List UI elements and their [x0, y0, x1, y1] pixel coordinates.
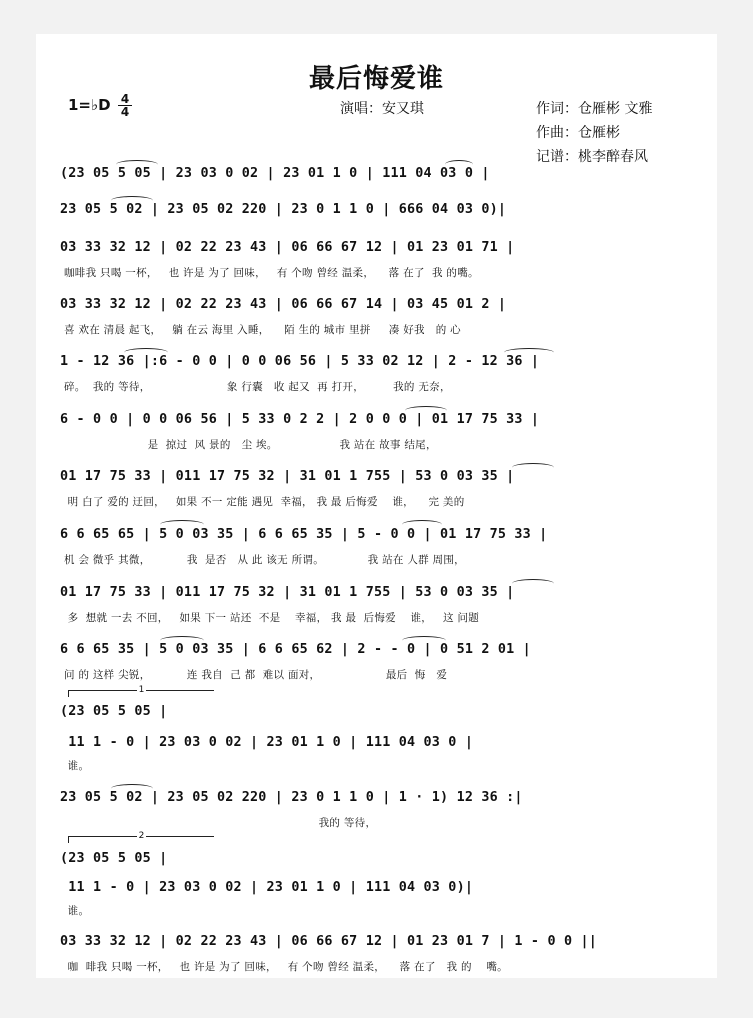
notation-row-7: 01 17 75 33 | 011 17 75 32 | 31 01 1 755 | 53 0 03 35 | [60, 469, 515, 484]
notation-row-12: 11 1 - 0 | 23 03 0 02 | 23 01 1 0 | 111 04 03 0 | [60, 735, 474, 750]
lyricist-credit: 作词：仓雁彬 文雅 [536, 101, 653, 117]
volta-bracket-1 [68, 685, 214, 697]
lyric-row-9: 多 想就 一去 不回， 如果 下一 站还 不是 幸福， 我 最 后悔爱 谁， 这 问题 [64, 612, 480, 624]
slur-mark [405, 406, 447, 415]
slur-mark [124, 348, 168, 357]
volta-number-1: 1 [138, 685, 145, 695]
song-title: 最后悔爱谁 [308, 64, 444, 94]
slur-mark [504, 348, 554, 357]
volta-bracket-2 [68, 831, 214, 843]
lyric-row-15: 谁。 [64, 905, 90, 917]
composer-credit: 作曲：仓雁彬 [536, 125, 620, 141]
notation-row-13: 23 05 5 02 | 23 05 02 220 | 23 0 1 1 0 | 1 · 1) 12 36 :| [60, 790, 523, 805]
volta-number-2: 2 [138, 831, 145, 841]
time-signature [118, 93, 132, 118]
lyric-row-3: 咖啡我 只喝 一杯， 也 许是 为了 回味， 有 个吻 曾经 温柔， 落 在了 我 的嘴。 [64, 267, 479, 279]
notation-row-15: 11 1 - 0 | 23 03 0 02 | 23 01 1 0 | 111 04 03 0)| [60, 880, 474, 895]
transcriber-credit: 记谱：桃李醉春风 [536, 149, 648, 165]
slur-mark [445, 160, 473, 169]
notation-row-14: (23 05 5 05 | [60, 851, 168, 866]
notation-row-11: (23 05 5 05 | [60, 704, 168, 719]
lyric-row-7: 明 白了 爱的 迂回， 如果 不一 定能 遇见 幸福， 我 最 后悔爱 谁， 完 美的 [64, 496, 465, 508]
slur-mark [111, 784, 153, 793]
slur-mark [160, 636, 204, 645]
lyric-row-6: 是 掠过 风 景的 尘 埃。 我 站在 故事 结尾， [64, 439, 437, 451]
notation-row-1: (23 05 5 05 | 23 03 0 02 | 23 01 1 0 | 111 04 03 0 | [60, 166, 490, 181]
slur-mark [116, 160, 158, 169]
lyric-row-5: 碎。 我的 等待， 象 行囊 收 起又 再 打开， 我的 无奈， [64, 381, 451, 393]
slur-mark [402, 520, 442, 529]
lyric-row-12: 谁。 [64, 760, 90, 772]
lyric-row-16: 咖 啡我 只喝 一杯， 也 许是 为了 回味， 有 个吻 曾经 温柔， 落 在了 我 的 嘴。 [64, 961, 508, 973]
notation-row-3: 03 33 32 12 | 02 22 23 43 | 06 66 67 12 | 01 23 01 71 | [60, 240, 515, 255]
slur-mark [512, 579, 554, 588]
notation-row-4: 03 33 32 12 | 02 22 23 43 | 06 66 67 14 | 03 45 01 2 | [60, 297, 507, 312]
slur-mark [512, 463, 554, 472]
singer-credit: 演唱：安又琪 [340, 101, 424, 117]
notation-row-5: 1 - 12 36 |:6 - 0 0 | 0 0 06 56 | 5 33 02 12 | 2 - 12 36 | [60, 354, 540, 369]
notation-row-8: 6 6 65 65 | 5 0 03 35 | 6 6 65 35 | 5 - 0 0 | 01 17 75 33 | [60, 527, 548, 542]
lyric-row-8: 机 会 微乎 其微， 我 是否 从 此 该无 所谓。 我 站在 人群 周围， [64, 554, 465, 566]
slur-mark [111, 196, 153, 205]
lyric-row-10: 问 的 这样 尖锐， 连 我自 己 都 难以 面对， 最后 悔 爱 [64, 669, 448, 681]
notation-row-2: 23 05 5 02 | 23 05 02 220 | 23 0 1 1 0 | 666 04 03 0)| [60, 202, 507, 217]
lyric-row-13: 我的 等待， [64, 817, 377, 829]
notation-row-6: 6 - 0 0 | 0 0 06 56 | 5 33 0 2 2 | 2 0 0 0 | 01 17 75 33 | [60, 412, 540, 427]
slur-mark [402, 636, 446, 645]
key-signature: 1=♭D [68, 96, 111, 114]
time-signature-bottom: 4 [120, 105, 130, 119]
lyric-row-4: 喜 欢在 清晨 起飞， 躺 在云 海里 入睡， 陌 生的 城市 里拼 凑 好我 的 心 [64, 324, 461, 336]
slur-mark [160, 520, 204, 529]
time-signature-top: 4 [120, 92, 130, 106]
notation-row-16: 03 33 32 12 | 02 22 23 43 | 06 66 67 12 | 01 23 01 7 | 1 - 0 0 || [60, 934, 598, 949]
notation-row-9: 01 17 75 33 | 011 17 75 32 | 31 01 1 755 | 53 0 03 35 | [60, 585, 515, 600]
notation-row-10: 6 6 65 35 | 5 0 03 35 | 6 6 65 62 | 2 - - 0 | 0 51 2 01 | [60, 642, 531, 657]
